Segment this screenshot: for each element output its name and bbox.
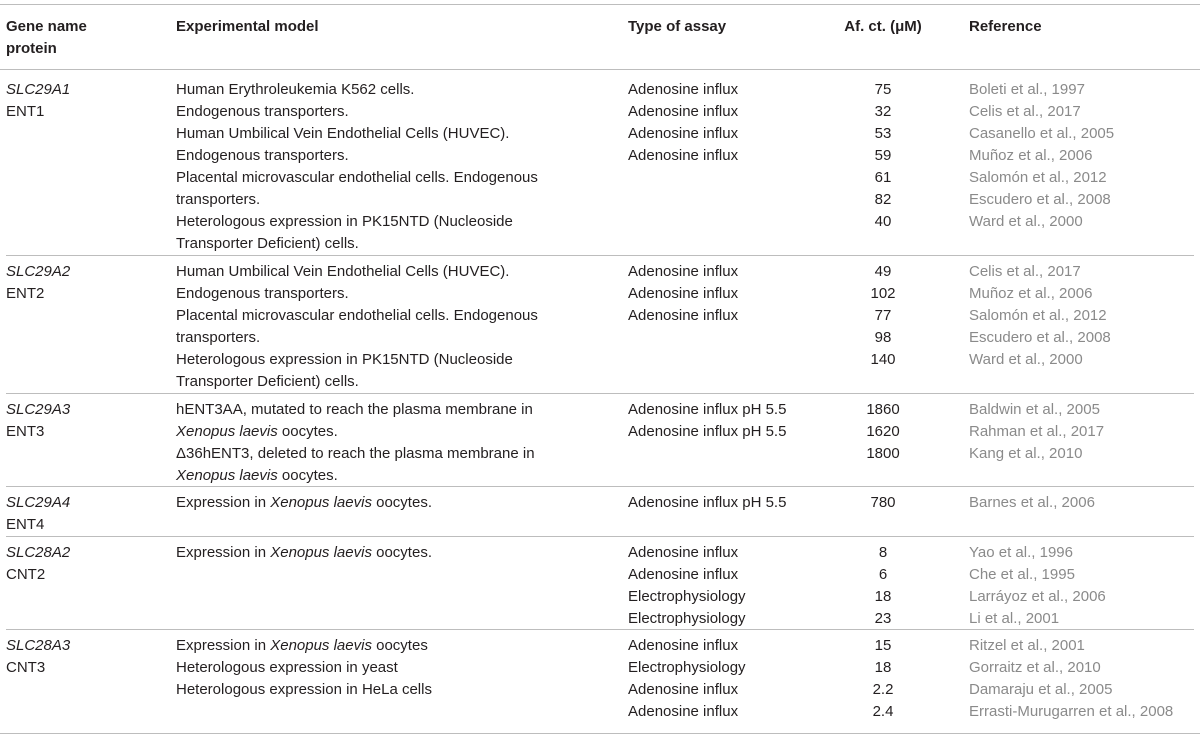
model-line: Transporter Deficient) cells. — [176, 373, 359, 390]
reference-link[interactable]: Baldwin et al., 2005 — [969, 401, 1100, 418]
affinity-value: 140 — [870, 351, 896, 368]
protein-name: CNT2 — [6, 566, 46, 583]
reference-cell — [969, 399, 1104, 465]
experimental-model-cell — [176, 399, 535, 487]
reference-link[interactable]: Escudero et al., 2008 — [969, 329, 1111, 346]
reference-link[interactable]: Rahman et al., 2017 — [969, 423, 1105, 440]
affinity-value: 18 — [874, 659, 892, 676]
reference-link[interactable]: Ritzel et al., 2001 — [969, 637, 1085, 654]
header-gene-name: Gene name — [6, 18, 87, 35]
model-line: Placental microvascular endothelial cells. Endogenous — [176, 307, 538, 324]
protein-name: CNT3 — [6, 659, 46, 676]
assay-line: Adenosine influx pH 5.5 — [628, 423, 787, 440]
model-line: Endogenous transporters. — [176, 103, 349, 120]
affinity-value: 32 — [874, 103, 892, 120]
affinity-value: 8 — [878, 544, 888, 561]
reference-link[interactable]: Yao et al., 1996 — [969, 544, 1073, 561]
affinity-value: 82 — [874, 191, 892, 208]
protein-name: ENT3 — [6, 423, 45, 440]
reference-link[interactable]: Che et al., 1995 — [969, 566, 1075, 583]
assay-cell — [628, 79, 738, 167]
assay-line: Adenosine influx pH 5.5 — [628, 401, 787, 418]
header-reference: Reference — [969, 18, 1042, 35]
assay-cell — [628, 635, 746, 723]
reference-link[interactable]: Muñoz et al., 2006 — [969, 147, 1093, 164]
gene-name: SLC29A3 — [6, 401, 71, 418]
reference-link[interactable]: Larráyoz et al., 2006 — [969, 588, 1106, 605]
assay-line: Adenosine influx — [628, 637, 739, 654]
reference-cell — [969, 79, 1114, 233]
header-type-of-assay: Type of assay — [628, 18, 727, 35]
assay-line: Electrophysiology — [628, 588, 746, 605]
group-separator — [6, 629, 1194, 630]
reference-link[interactable]: Kang et al., 2010 — [969, 445, 1083, 462]
affinity-value: 59 — [874, 147, 892, 164]
model-line: hENT3AA, mutated to reach the plasma membrane in — [176, 401, 533, 418]
assay-cell — [628, 261, 738, 327]
gene-cell — [6, 399, 70, 443]
reference-link[interactable]: Li et al., 2001 — [969, 610, 1060, 627]
affinity-value: 49 — [874, 263, 892, 280]
table-top-rule — [0, 4, 1200, 5]
reference-link[interactable]: Barnes et al., 2006 — [969, 494, 1095, 511]
affinity-value-cell — [818, 542, 948, 630]
model-line: Xenopus laevis oocytes. — [176, 423, 338, 440]
reference-link[interactable]: Muñoz et al., 2006 — [969, 285, 1093, 302]
gene-cell — [6, 492, 70, 536]
gene-name: SLC28A2 — [6, 544, 71, 561]
affinity-value-cell — [818, 399, 948, 465]
affinity-value: 102 — [870, 285, 896, 302]
model-line: Heterologous expression in PK15NTD (Nucleoside — [176, 213, 513, 230]
model-line: Heterologous expression in HeLa cells — [176, 681, 432, 698]
protein-name: ENT4 — [6, 516, 45, 533]
model-line: Human Umbilical Vein Endothelial Cells (HUVEC). — [176, 125, 510, 142]
affinity-value: 77 — [874, 307, 892, 324]
affinity-value-cell — [818, 261, 948, 371]
assay-line: Adenosine influx — [628, 544, 739, 561]
gene-cell — [6, 261, 70, 305]
protein-name: ENT1 — [6, 103, 45, 120]
header-gene-name-protein — [6, 16, 156, 60]
affinity-value: 23 — [874, 610, 892, 627]
reference-cell — [969, 261, 1111, 371]
reference-cell — [969, 635, 1173, 723]
reference-link[interactable]: Celis et al., 2017 — [969, 103, 1081, 120]
experimental-model-cell — [176, 492, 432, 514]
table-bottom-rule — [0, 733, 1200, 734]
experimental-model-cell — [176, 635, 432, 701]
model-line: Endogenous transporters. — [176, 285, 349, 302]
experimental-model-cell — [176, 542, 432, 564]
header-experimental-model: Experimental model — [176, 18, 319, 35]
affinity-value: 98 — [874, 329, 892, 346]
assay-line: Adenosine influx — [628, 147, 739, 164]
assay-line: Adenosine influx — [628, 125, 739, 142]
affinity-value: 1800 — [866, 445, 900, 462]
affinity-value: 53 — [874, 125, 892, 142]
reference-cell — [969, 492, 1095, 514]
assay-cell — [628, 542, 746, 630]
italic-species: Xenopus laevis — [270, 494, 372, 511]
group-separator — [6, 536, 1194, 537]
group-separator — [6, 486, 1194, 487]
affinity-value: 780 — [870, 494, 896, 511]
affinity-value: 2.4 — [872, 703, 894, 720]
gene-name: SLC29A4 — [6, 494, 71, 511]
assay-line: Adenosine influx — [628, 103, 739, 120]
assay-line: Adenosine influx pH 5.5 — [628, 494, 787, 511]
model-line: Transporter Deficient) cells. — [176, 235, 359, 252]
affinity-value-cell — [818, 492, 948, 514]
reference-link[interactable]: Boleti et al., 1997 — [969, 81, 1085, 98]
affinity-value: 40 — [874, 213, 892, 230]
model-line: Heterologous expression in PK15NTD (Nucleoside — [176, 351, 513, 368]
reference-link[interactable]: Errasti-Murugarren et al., 2008 — [969, 703, 1174, 720]
gene-cell — [6, 79, 70, 123]
model-line: Human Umbilical Vein Endothelial Cells (HUVEC). — [176, 263, 510, 280]
reference-cell — [969, 542, 1106, 630]
reference-link[interactable]: Gorraitz et al., 2010 — [969, 659, 1101, 676]
header-protein: protein — [6, 40, 57, 57]
model-line: Human Erythroleukemia K562 cells. — [176, 81, 415, 98]
header-affinity-constant: Af. ct. (μM) — [844, 18, 922, 35]
affinity-value: 6 — [878, 566, 888, 583]
affinity-value: 1620 — [866, 423, 900, 440]
model-line: Δ36hENT3, deleted to reach the plasma membrane in — [176, 445, 535, 462]
reference-link[interactable]: Ward et al., 2000 — [969, 351, 1083, 368]
gene-name: SLC29A1 — [6, 81, 71, 98]
model-line: Heterologous expression in yeast — [176, 659, 398, 676]
assay-line: Adenosine influx — [628, 681, 739, 698]
model-line: Expression in Xenopus laevis oocytes — [176, 637, 428, 654]
model-line: Xenopus laevis oocytes. — [176, 467, 338, 484]
reference-link[interactable]: Damaraju et al., 2005 — [969, 681, 1113, 698]
reference-link[interactable]: Salomón et al., 2012 — [969, 307, 1107, 324]
reference-link[interactable]: Salomón et al., 2012 — [969, 169, 1107, 186]
gene-name: SLC28A3 — [6, 637, 71, 654]
assay-line: Adenosine influx — [628, 285, 739, 302]
model-line: Endogenous transporters. — [176, 147, 349, 164]
model-line: transporters. — [176, 329, 261, 346]
italic-species: Xenopus laevis — [270, 544, 372, 561]
italic-species: Xenopus laevis — [176, 423, 278, 440]
experimental-model-cell — [176, 261, 538, 393]
header-rule — [0, 69, 1200, 70]
affinity-value: 1860 — [866, 401, 900, 418]
table-header — [0, 16, 1200, 66]
assay-line: Adenosine influx — [628, 703, 739, 720]
affinity-value: 75 — [874, 81, 892, 98]
assay-line: Adenosine influx — [628, 81, 739, 98]
experimental-model-cell — [176, 79, 538, 255]
italic-species: Xenopus laevis — [176, 467, 278, 484]
italic-species: Xenopus laevis — [270, 637, 372, 654]
gene-cell — [6, 542, 70, 586]
assay-cell — [628, 399, 786, 443]
affinity-value: 2.2 — [872, 681, 894, 698]
gene-name: SLC29A2 — [6, 263, 71, 280]
assay-line: Adenosine influx — [628, 566, 739, 583]
reference-link[interactable]: Celis et al., 2017 — [969, 263, 1081, 280]
assay-line: Adenosine influx — [628, 263, 739, 280]
protein-name: ENT2 — [6, 285, 45, 302]
assay-line: Adenosine influx — [628, 307, 739, 324]
model-line: Placental microvascular endothelial cells. Endogenous — [176, 169, 538, 186]
reference-link[interactable]: Casanello et al., 2005 — [969, 125, 1115, 142]
assay-line: Electrophysiology — [628, 659, 746, 676]
model-line: Expression in Xenopus laevis oocytes. — [176, 494, 432, 511]
group-separator — [6, 393, 1194, 394]
affinity-value: 18 — [874, 588, 892, 605]
assay-cell — [628, 492, 786, 514]
affinity-value: 61 — [874, 169, 892, 186]
reference-link[interactable]: Ward et al., 2000 — [969, 213, 1083, 230]
assay-line: Electrophysiology — [628, 610, 746, 627]
affinity-value: 15 — [874, 637, 892, 654]
model-line: transporters. — [176, 191, 261, 208]
group-separator — [6, 255, 1194, 256]
gene-cell — [6, 635, 70, 679]
model-line: Expression in Xenopus laevis oocytes. — [176, 544, 432, 561]
affinity-value-cell — [818, 79, 948, 233]
reference-link[interactable]: Escudero et al., 2008 — [969, 191, 1111, 208]
affinity-value-cell — [818, 635, 948, 723]
